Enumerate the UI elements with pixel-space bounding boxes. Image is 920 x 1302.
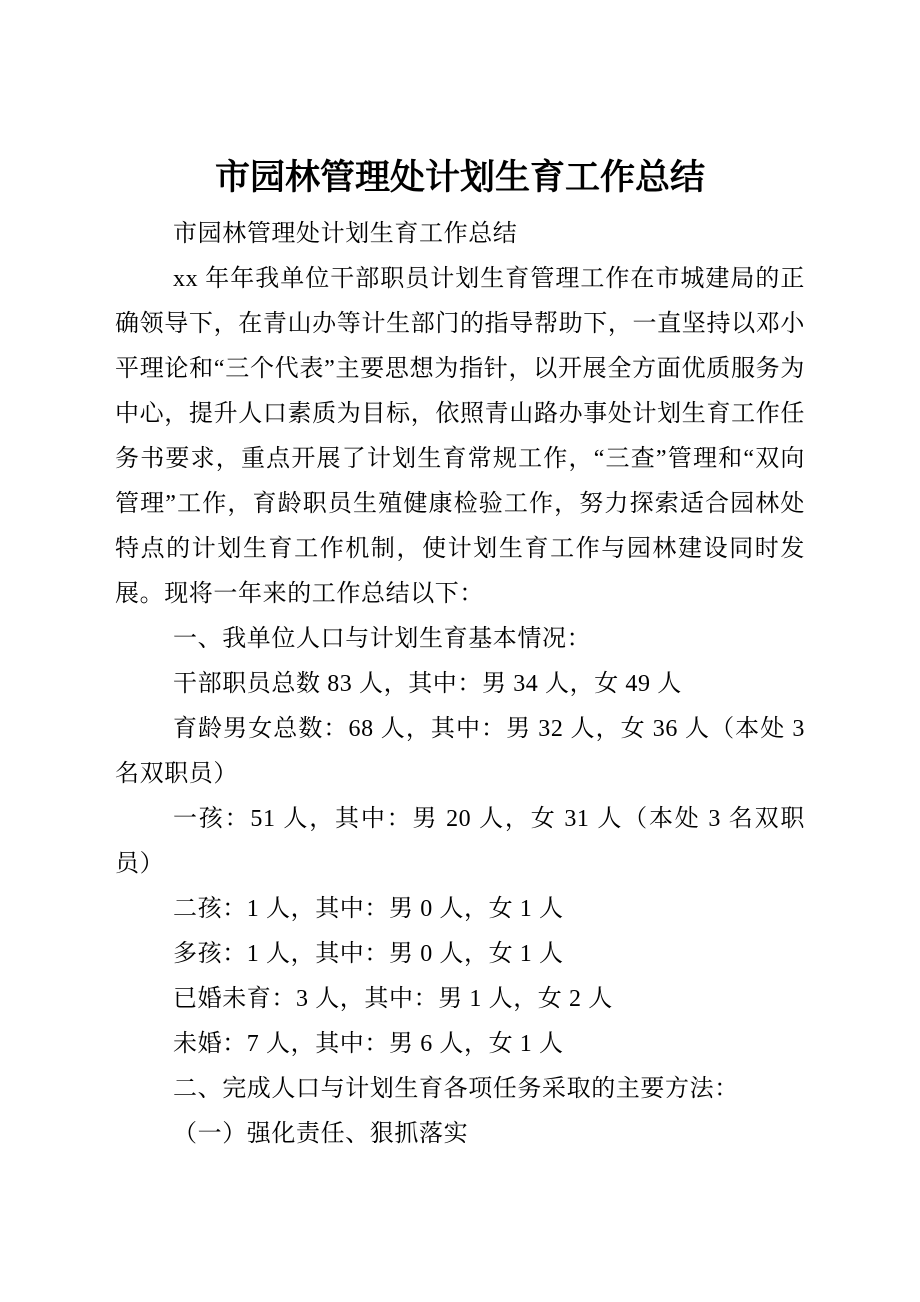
document-title: 市园林管理处计划生育工作总结 — [214, 158, 705, 197]
paragraph-subsection-1-heading: （一）强化责任、狠抓落实 — [173, 1121, 469, 1147]
paragraph-section-2-heading: 二、完成人口与计划生育各项任务采取的主要方法： — [173, 1076, 739, 1102]
paragraph-subtitle: 市园林管理处计划生育工作总结 — [173, 221, 518, 247]
paragraph-married-no-children: 已婚未育：3 人，其中：男 1 人，女 2 人 — [173, 986, 613, 1012]
paragraph-childbearing-age-total: 育龄男女总数：68 人，其中：男 32 人，女 36 人（本处 3 名双职员） — [115, 716, 805, 787]
paragraph-staff-total: 干部职员总数 83 人，其中：男 34 人，女 49 人 — [173, 671, 682, 697]
paragraph-multiple-children: 多孩：1 人，其中：男 0 人，女 1 人 — [173, 941, 564, 967]
paragraph-intro: xx 年年我单位干部职员计划生育管理工作在市城建局的正确领导下，在青山办等计生部门的指导帮助下，一直坚持以邓小平理论和“三个代表”主要思想为指针，以开展全方面优质服务为中心，提升人口素质为目标，依照青山路办事处计划生育工作任务书要求，重点开展了计划生育常规工作，“三查”管理和“双向管理”工作，育龄职员生殖健康检验工作，努力探索适合园林处特点的计划生育工作机制，使计划生育工作与园林建设同时发展。现将一年来的工作总结以下： — [115, 266, 805, 607]
paragraph-section-1-heading: 一、我单位人口与计划生育基本情况： — [173, 626, 592, 652]
paragraph-one-child: 一孩：51 人，其中：男 20 人，女 31 人（本处 3 名双职员） — [115, 806, 805, 877]
paragraph-two-children: 二孩：1 人，其中：男 0 人，女 1 人 — [173, 896, 564, 922]
paragraph-unmarried: 未婚：7 人，其中：男 6 人，女 1 人 — [173, 1031, 564, 1057]
